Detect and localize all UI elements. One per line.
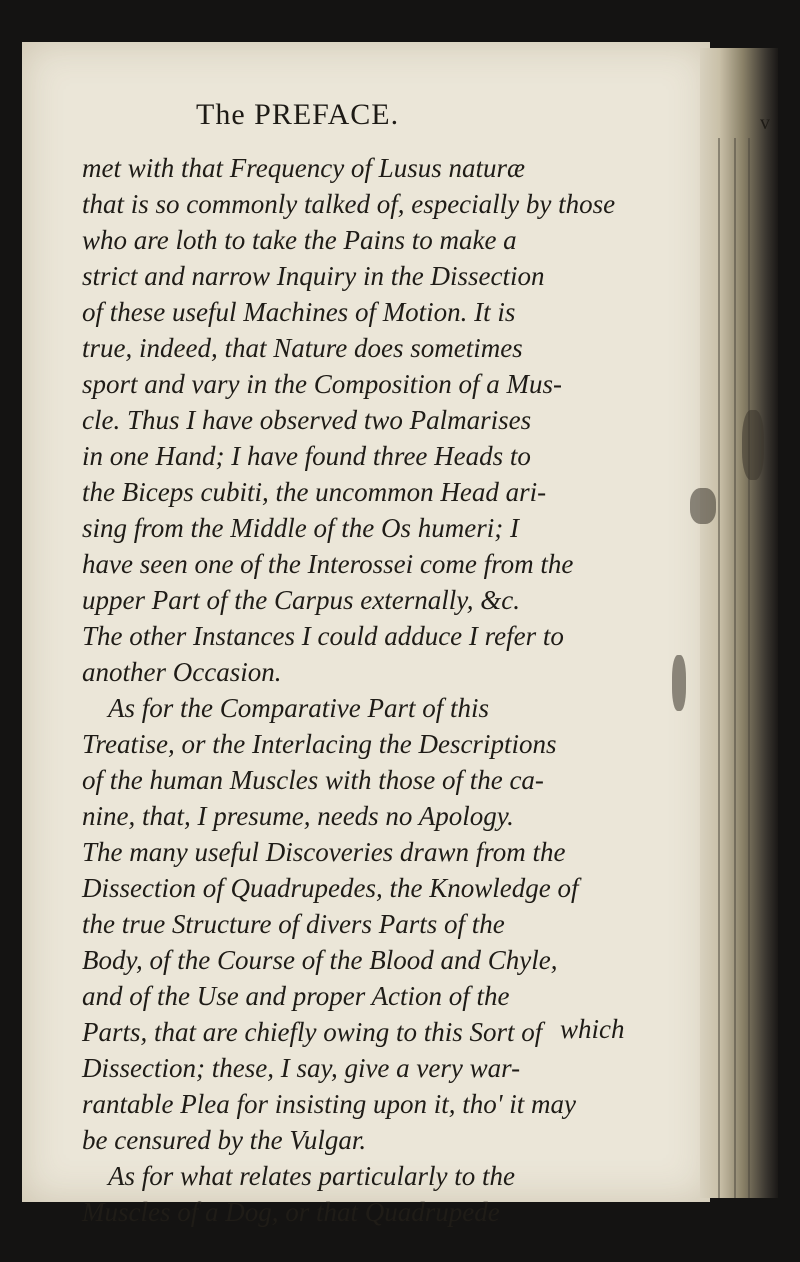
text-line: The many useful Discoveries drawn from the <box>82 837 566 867</box>
page-number: v <box>760 112 770 134</box>
text-line: Dissection of Quadrupedes, the Knowledge of <box>82 873 579 903</box>
text-line: the true Structure of divers Parts of the <box>82 909 505 939</box>
text-line: As for what relates particularly to the <box>108 1161 515 1191</box>
text-line: true, indeed, that Nature does sometimes <box>82 333 523 363</box>
text-line: The other Instances I could adduce I refer to <box>82 621 564 651</box>
text-line: and of the Use and proper Action of the <box>82 981 510 1011</box>
text-line: of these useful Machines of Motion. It is <box>82 297 516 327</box>
text-line: strict and narrow Inquiry in the Dissection <box>82 261 545 291</box>
text-line: have seen one of the Interossei come from the <box>82 549 574 579</box>
text-line: met with that Frequency of Lusus naturæ <box>82 153 525 183</box>
text-line: Parts, that are chiefly owing to this Sort of <box>82 1017 543 1047</box>
text-line: As for the Comparative Part of this <box>108 693 489 723</box>
text-line: another Occasion. <box>82 657 282 687</box>
running-head: The PREFACE. <box>196 98 400 131</box>
ink-stain <box>742 410 764 480</box>
text-line: who are loth to take the Pains to make a <box>82 225 517 255</box>
page-edge-line <box>718 138 720 1198</box>
text-line: Treatise, or the Interlacing the Descriptions <box>82 729 557 759</box>
catchword: which <box>560 1014 625 1044</box>
text-line: the Biceps cubiti, the uncommon Head ari- <box>82 477 547 507</box>
text-line: cle. Thus I have observed two Palmarises <box>82 405 532 435</box>
text-line: in one Hand; I have found three Heads to <box>82 441 531 471</box>
text-line: nine, that, I presume, needs no Apology. <box>82 801 514 831</box>
ink-stain <box>690 488 716 524</box>
text-line: rantable Plea for insisting upon it, tho' it may <box>82 1089 577 1119</box>
text-line: sing from the Middle of the Os humeri; I <box>82 513 519 543</box>
page-edge-line <box>748 138 750 1198</box>
text-line: that is so commonly talked of, especially by those <box>82 189 616 219</box>
text-line: sport and vary in the Composition of a Mus- <box>82 369 562 399</box>
text-line: of the human Muscles with those of the ca- <box>82 765 544 795</box>
text-line: upper Part of the Carpus externally, &c. <box>82 585 520 615</box>
text-line: Muscles of a Dog, or that Quadrupede <box>82 1197 500 1227</box>
running-head-area <box>120 98 680 138</box>
body-text <box>82 150 682 1230</box>
page-edge-line <box>734 138 736 1198</box>
text-line: be censured by the Vulgar. <box>82 1125 367 1155</box>
text-line: Body, of the Course of the Blood and Chyle, <box>82 945 558 975</box>
text-line: Dissection; these, I say, give a very war- <box>82 1053 521 1083</box>
book-gutter <box>700 48 778 1198</box>
